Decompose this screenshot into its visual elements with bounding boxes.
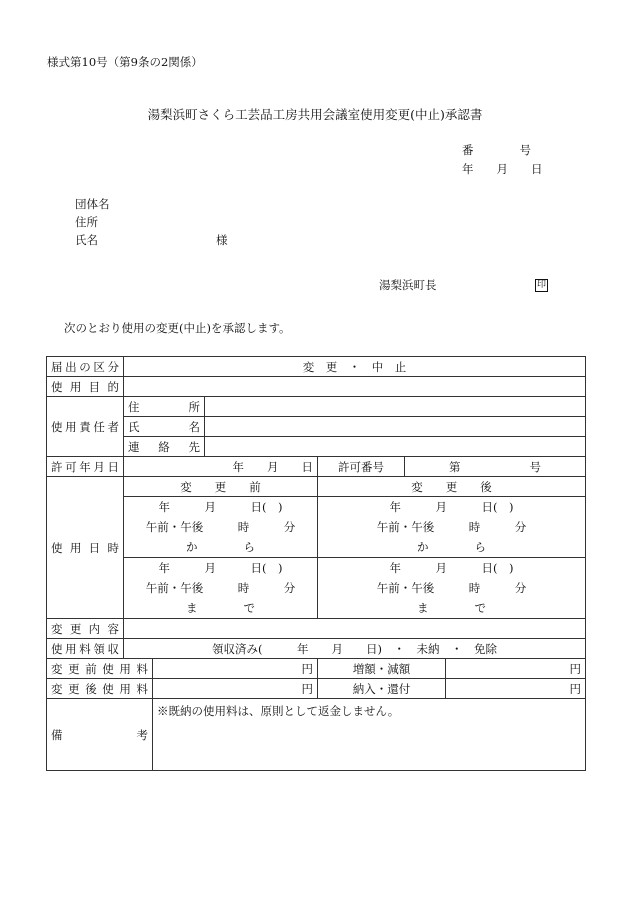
fee-after-label: 変更後使用料 (47, 679, 153, 699)
permit-date-field[interactable]: 年 月 日 (124, 457, 318, 477)
row-responsible-name (47, 417, 586, 437)
responsible-name-label: 氏名 (124, 417, 205, 437)
after-start-time: 午前・午後 時 分 (376, 520, 527, 534)
responsible-contact-label: 連絡先 (124, 437, 205, 457)
approval-table (46, 356, 586, 771)
address-label: 住所 (75, 215, 98, 229)
pay-refund-label: 納入・還付 (318, 679, 446, 699)
before-end-until: ま で (186, 601, 255, 615)
remarks-field[interactable] (153, 699, 586, 771)
document-date-line: 年 月 日 (462, 162, 543, 176)
before-start-time: 午前・午後 時 分 (145, 520, 296, 534)
row-responsible-contact (47, 437, 586, 457)
after-start-block[interactable] (318, 497, 586, 558)
responsible-person-label: 使用責任者 (47, 397, 124, 457)
notification-type-label: 届出の区分 (47, 357, 124, 377)
fee-diff-label: 増額・減額 (318, 659, 446, 679)
before-end-time: 午前・午後 時 分 (145, 581, 296, 595)
responsible-contact-field[interactable] (205, 437, 586, 457)
issuer-name: 湯梨浜町長 (379, 278, 437, 292)
usage-datetime-label: 使用日時 (47, 477, 124, 619)
row-responsible-address (47, 397, 586, 417)
official-seal: 印 (536, 280, 546, 290)
fee-before-field[interactable]: 円 (153, 659, 318, 679)
after-end-until: ま で (417, 601, 486, 615)
fee-receipt-value[interactable]: 領収済み( 年 月 日) ・ 未納 ・ 免除 (124, 639, 586, 659)
document-title: 湯梨浜町さくら工芸品工房共用会議室使用変更(中止)承認書 (147, 107, 483, 122)
change-details-field[interactable] (124, 619, 586, 639)
row-permit (47, 457, 586, 477)
before-end-date: 年 月 日( ) (158, 561, 283, 575)
document-number-line: 番 号 (462, 143, 531, 157)
form-number: 様式第10号（第9条の2関係） (47, 55, 203, 69)
row-notification-type (47, 357, 586, 377)
responsible-address-label: 住所 (124, 397, 205, 417)
before-start-from: か ら (186, 540, 255, 554)
remarks-note: ※既納の使用料は、原則として返金しません。 (157, 704, 400, 718)
after-end-time: 午前・午後 時 分 (376, 581, 527, 595)
row-usage-start (47, 497, 586, 558)
before-start-date: 年 月 日( ) (158, 500, 283, 514)
name-label: 氏名 (75, 233, 98, 247)
remarks-label: 備考 (47, 699, 153, 771)
row-fee-receipt (47, 639, 586, 659)
after-start-date: 年 月 日( ) (389, 500, 514, 514)
permit-number-label: 許可番号 (318, 457, 405, 477)
pay-refund-field[interactable]: 円 (446, 679, 586, 699)
responsible-name-field[interactable] (205, 417, 586, 437)
fee-receipt-label: 使用料領収 (47, 639, 124, 659)
honorific: 様 (216, 233, 228, 247)
row-purpose (47, 377, 586, 397)
row-change-details (47, 619, 586, 639)
fee-after-field[interactable]: 円 (153, 679, 318, 699)
after-end-block[interactable] (318, 558, 586, 619)
row-fee-before (47, 659, 586, 679)
responsible-address-field[interactable] (205, 397, 586, 417)
fee-before-label: 変更前使用料 (47, 659, 153, 679)
fee-diff-field[interactable]: 円 (446, 659, 586, 679)
purpose-field[interactable] (124, 377, 586, 397)
before-start-block[interactable] (124, 497, 318, 558)
after-start-from: か ら (417, 540, 486, 554)
row-usage-end (47, 558, 586, 619)
before-end-block[interactable] (124, 558, 318, 619)
change-details-label: 変更内容 (47, 619, 124, 639)
notification-type-value[interactable]: 変 更 ・ 中 止 (124, 357, 586, 377)
intro-text: 次のとおり使用の変更(中止)を承認します。 (64, 321, 291, 335)
row-usage-header (47, 477, 586, 497)
row-remarks (47, 699, 586, 771)
after-change-header: 変 更 後 (318, 477, 586, 497)
permit-date-label: 許可年月日 (47, 457, 124, 477)
after-end-date: 年 月 日( ) (389, 561, 514, 575)
permit-number-field[interactable]: 第 号 (405, 457, 586, 477)
group-name-label: 団体名 (75, 197, 110, 211)
before-change-header: 変 更 前 (124, 477, 318, 497)
purpose-label: 使用目的 (47, 377, 124, 397)
row-fee-after (47, 679, 586, 699)
